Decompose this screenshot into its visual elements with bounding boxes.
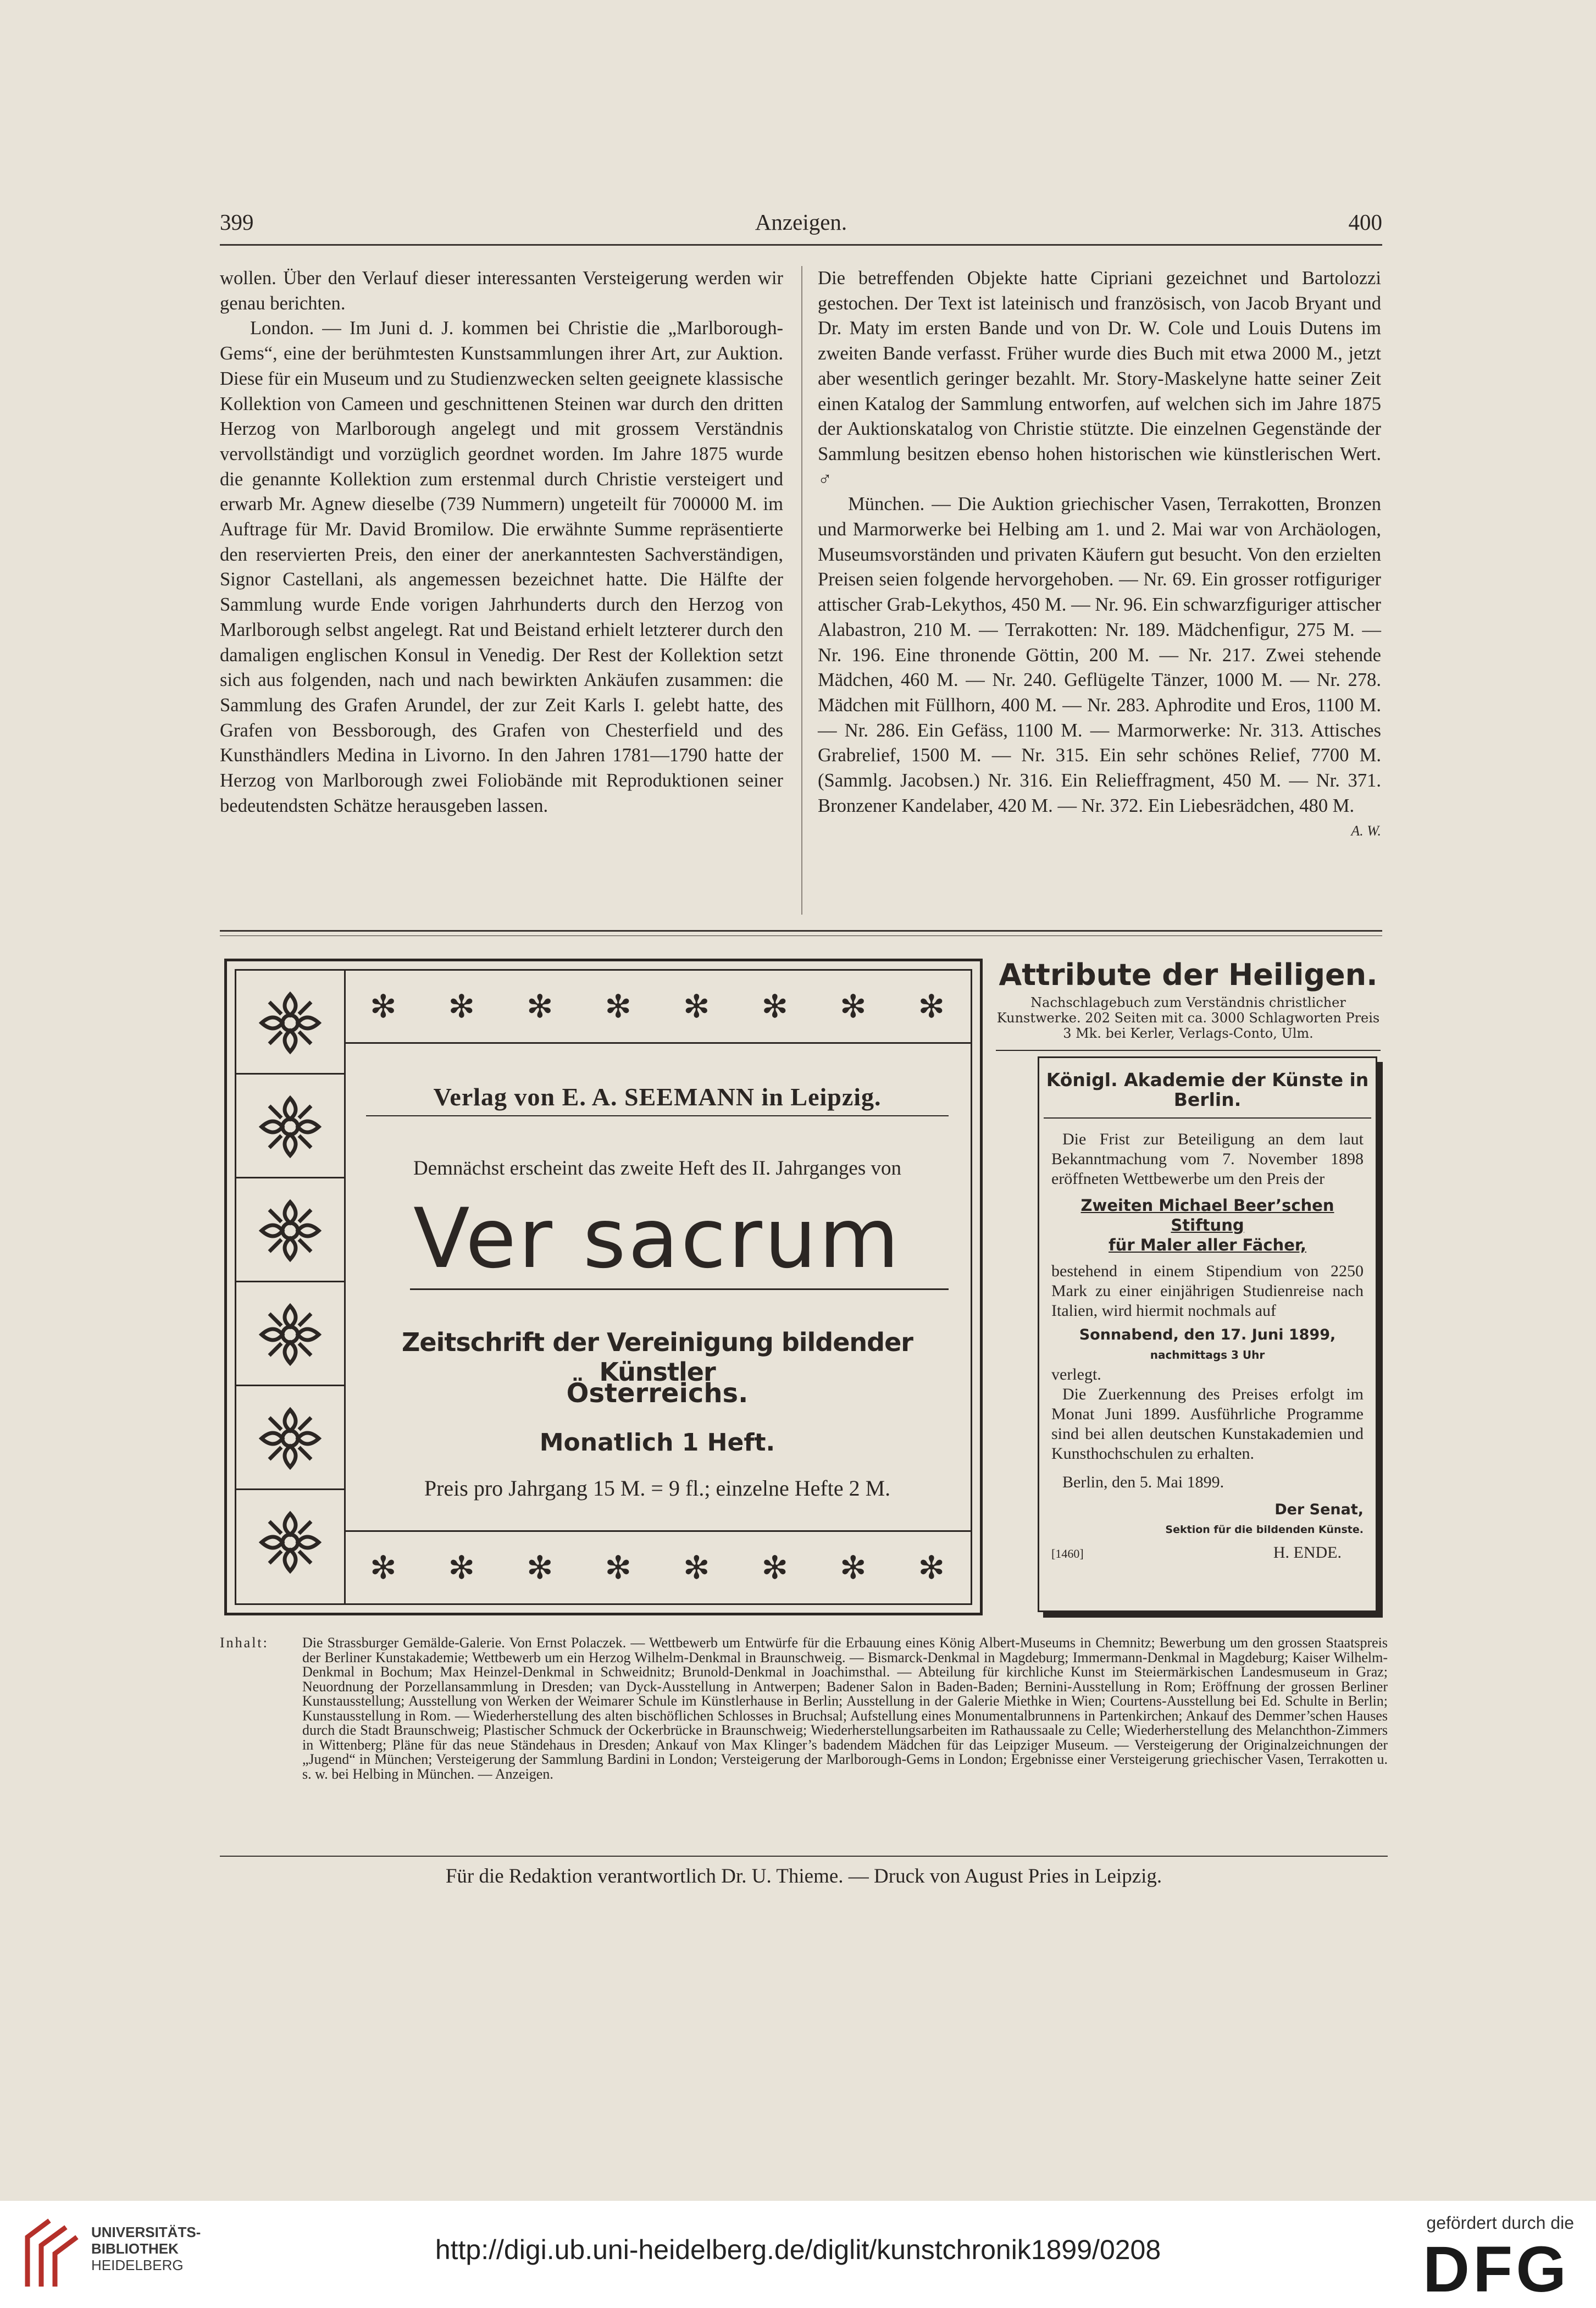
frequency: Monatlich 1 Heft. [539, 1429, 775, 1457]
paragraph-catalog: Die betreffenden Objekte hatte Cipriani gezeichnet und Bartolozzi gestochen. Der Text ist lateinisch und französisch, von Jacob Bryant und Dr. Maty im ersten Bande und von Dr. W. Cole und Louis Dutens im zweiten Bande verfasst. Früher wurde dies Buch mit etwa 2000 M., jetzt aber wesentlich geringer bezahlt. Mr. Story-Maskelyne hatte seiner Zeit einen Katalog der Sammlung entworfen, auf welchen sich im Jahre 1875 der Auktionskatalog von Christie stützte. Die einzelnen Gegenstände der Sammlung besitzen ebenso hohen historischen wie künstlerischen Wert. ♂ [818, 268, 1381, 490]
library-line2: BIBLIOTHEK [91, 2240, 179, 2257]
flower-ornament-icon [257, 1198, 323, 1264]
dfg-logo: DFG [1422, 2233, 1570, 2306]
imprint: Für die Redaktion verantwortlich Dr. U. Thieme. — Druck von August Pries in Leipzig. [445, 1865, 1162, 1888]
digitization-bar [0, 2201, 1596, 2308]
ornament-cell [236, 971, 344, 1075]
deadline-date: Sonnabend, den 17. Juni 1899, [1079, 1326, 1336, 1343]
ornament-cell [236, 1075, 344, 1178]
signer: H. ENDE. [1273, 1543, 1342, 1562]
paragraph-muenchen [818, 492, 1381, 839]
title-rule [410, 1288, 949, 1290]
akademie-body [1039, 1119, 1376, 1575]
star-icon: ✻ [761, 989, 789, 1025]
contents-text: Die Strassburger Gemälde-Galerie. Von Ernst Polaczek. — Wettbewerb um Entwürfe für die Erbauung eines König Albert-Museums in Chemnitz; Bewerbung um den grossen Staatspreis der Berliner Kunstakademie; Wettbewerb um ein Herzog Wilhelm-Denkmal in Braunschweig. — Bismarck-Denkmal in Magdeburg; Immermann-Denkmal in Magdeburg; Kaiser Wilhelm-Denkmal in Bochum; Max Heinzel-Denkmal in Schweidnitz; Brunold-Denkmal in Joachimsthal. — Abteilung für kirchliche Kunst im Steiermärkischen Landesmuseum in Graz; Neuordnung der Porzellansammlung in Dresden; van Dyck-Ausstellung in Antwerpen; Badener Salon in Baden-Baden; Bernini-Ausstellung in Rom; Eröffnung der grossen Berliner Kunstausstellung; Ausstellung von Werken der Weimarer Schule im Künstlerhause in Berlin; Ausstellung in der Galerie Miethke in Wien; Courtens-Ausstellung bei Ed. Schulte in Berlin; Kunstausstellung in Rom. — Wiederherstellung des alten bischöflichen Schlosses in Bruchsal; Aufstellung eines Monumentalbrunnens in Partenkirchen; Ankauf des Demmer’schen Hauses durch die Stadt Braunschweig; Plastischer Schmuck der Ockerbrücke in Braunschweig; Wiederherstellungsarbeiten im Rathaussaale zu Celle; Wiederherstellung des Melanchthon-Zimmers in Wittenberg; Pläne für das neue Ständehaus in Dresden; Ankauf von Max Klinger’s badendem Mädchen für das Leipziger Museum. — Versteigerung der Originalzeichnungen der „Jugend“ in München; Versteigerung der Sammlung Bardini in London; Versteigerung der Marlborough-Gems in London; Ergebnisse einer Versteigerung griechischer Vasen, Terrakotten u. s. w. bei Helbing in München. — Anzeigen. [302, 1635, 1388, 1782]
attribute-advertisement [996, 959, 1381, 1051]
stiftung-line1: Zweiten Michael Beer’schen Stiftung [1080, 1196, 1334, 1235]
section-title: Anzeigen. [755, 209, 847, 235]
flower-ornament-icon [257, 1302, 323, 1368]
ad-inner-frame [235, 969, 972, 1605]
akademie-para4: Die Zuerkennung des Preises erfolgt im Monat Juni 1899. Ausführliche Programme sind bei allen deutschen Kunstakademien und Kunsthochschulen zu erhalten. [1051, 1385, 1364, 1463]
price-line: Preis pro Jahrgang 15 M. = 9 fl.; einzelne Hefte 2 M. [424, 1476, 891, 1501]
deadline-time: nachmittags 3 Uhr [1150, 1348, 1265, 1361]
star-icon: ✻ [839, 1550, 867, 1586]
funder-caption: gefördert durch die [1426, 2213, 1574, 2233]
muenchen-text: München. — Die Auktion griechischer Vasen, Terrakotten, Bronzen und Marmorwerke bei Helbing am 1. und 2. Mai war von Archäologen, Museumsvorständen und privaten Käufern gut besucht. Von den erzielten Preisen seien folgende hervorgehoben. — Nr. 69. Ein grosser rotfiguriger attischer Grab-Lekythos, 450 M. — Nr. 96. Ein schwarzfiguriger attischer Alabastron, 210 M. — Terrakotten: Nr. 189. Mädchenfigur, 275 M. — Nr. 196. Eine thronende Göttin, 200 M. — Nr. 217. Zwei stehende Mädchen, 460 M. — Nr. 240. Geflügelte Tänzer, 1000 M. — Nr. 278. Mädchen mit Füllhorn, 400 M. — Nr. 283. Aphrodite und Eros, 1100 M. — Nr. 286. Ein Gefäss, 1100 M. — Marmorwerke: Nr. 313. Attisches Grabrelief, 1500 M. — Nr. 315. Ein sehr schönes Relief, 7700 M. (Sammlg. Jacobsen.) Nr. 316. Ein Relieffragment, 450 M. — Nr. 371. Bronzener Kandelaber, 420 M. — Nr. 372. Ein Liebesrädchen, 480 M. [818, 494, 1381, 816]
signer-line [1051, 1543, 1364, 1564]
akademie-place-date: Berlin, den 5. Mai 1899. [1062, 1473, 1224, 1491]
star-icon: ✻ [918, 989, 945, 1025]
star-border-top [344, 971, 971, 1044]
ad-body [344, 1044, 971, 1530]
page-number-left: 399 [220, 209, 254, 235]
attribute-text: Nachschlagebuch zum Verständnis christlicher Kunstwerke. 202 Seiten mit ca. 3000 Schlagworten Preis 3 Mk. bei Kerler, Verlags-Conto, Ulm. [996, 995, 1380, 1041]
publisher-line: Verlag von E. A. SEEMANN in Leipzig. [433, 1083, 882, 1111]
stiftung-line2: für Maler aller Fächer, [1109, 1236, 1306, 1254]
flower-ornament-icon [257, 1094, 323, 1160]
magazine-title: Ver sacrum [413, 1191, 901, 1287]
header-rule [220, 244, 1382, 246]
magazine-country: Österreichs. [566, 1378, 749, 1409]
paragraph-london: London. — Im Juni d. J. kommen bei Christie die „Marlborough-Gems“, eine der berühmtesten Kunstsammlungen ihrer Art, zur Auktion. Diese für ein Museum und zu Studienzwecken selten geeignete klassische Kollektion von Cameen und geschnittenen Steinen war durch den dritten Herzog von Marlborough angelegt und mit grossem Verständnis vervollständigt und vorzüglich geordnet worden. Im Jahre 1875 wurde die genannte Kollektion zum erstenmal durch Christie versteigert und erwarb Mr. Agnew dieselbe (739 Nummern) ungeteilt für 700000 M. im Auftrage für Mr. David Bromilow. Die erwähnte Summe repräsentierte den reservierten Preis, den einer der anerkanntesten Sachverständigen, Signor Castellani, als angemessen bezeichnet hatte. Die Hälfte der Sammlung wurde Ende vorigen Jahrhunderts durch den Herzog von Marlborough selbst angelegt. Rat und Beistand erhielt letzterer durch den damaligen englischen Konsul in Venedig. Der Rest der Kollektion setzt sich aus folgenden, nach und nach bewirkten Ankäufen zusammen: die Sammlung des Grafen Arundel, der zur Zeit Karls I. gelebt hatte, des Grafen von Bessborough, des Grafen von Chesterfield und des Kunsthändlers Medina in Livorno. In den Jahren 1781—1790 hatte der Herzog von Marlborough zwei Foliobände mit Reproduktionen seiner bedeutendsten Schätze herausgeben lassen. [220, 318, 783, 816]
star-icon: ✻ [369, 1550, 397, 1586]
ver-sacrum-advertisement [224, 959, 983, 1615]
star-icon: ✻ [918, 1550, 945, 1586]
paragraph-intro: wollen. Über den Verlauf dieser interessanten Versteigerung werden wir genau berichten. [220, 268, 783, 314]
left-column [220, 266, 783, 818]
ornament-cell [236, 1490, 344, 1592]
section-rule [220, 930, 1382, 932]
author-signature: A. W. [1351, 823, 1381, 839]
column-divider [801, 266, 802, 915]
akademie-para1: Die Frist zur Beteiligung an dem laut Bekanntmachung vom 7. November 1898 eröffneten Wettbewerbe um den Preis der [1051, 1130, 1364, 1188]
star-icon: ✻ [448, 1550, 475, 1586]
sektion: Sektion für die bildenden Künste. [1165, 1524, 1364, 1536]
ornament-cell [236, 1178, 344, 1282]
announcement: Demnächst erscheint das zweite Heft des II. Jahrganges von [413, 1157, 902, 1180]
attribute-title: Attribute der Heiligen. [999, 957, 1378, 992]
source-url[interactable]: http://digi.ub.uni-heidelberg.de/diglit/kunstchronik1899/0208 [435, 2234, 1161, 2265]
contents-label: Inhalt: [220, 1635, 269, 1651]
akademie-title: Königl. Akademie der Künste in Berlin. [1044, 1058, 1371, 1119]
footer-rule [220, 1856, 1388, 1857]
magazine-subtitle: Zeitschrift der Vereinigung bildender Künstler [402, 1327, 913, 1387]
table-of-contents [220, 1636, 1388, 1781]
library-line3: HEIDELBERG [91, 2257, 184, 2273]
page-number-right: 400 [1348, 209, 1382, 235]
star-icon: ✻ [369, 989, 397, 1025]
star-icon: ✻ [683, 989, 710, 1025]
star-border-bottom [344, 1530, 971, 1603]
akademie-advertisement [1038, 1056, 1377, 1612]
attribute-rule [996, 1050, 1381, 1051]
publisher-rule [366, 1115, 949, 1116]
akademie-para2: bestehend in einem Stipendium von 2250 Mark zu einer einjährigen Studienreise nach Italien, wird hiermit nochmals auf [1051, 1262, 1364, 1320]
star-icon: ✻ [683, 1550, 710, 1586]
ornament-cell [236, 1282, 344, 1386]
star-icon: ✻ [605, 1550, 632, 1586]
star-icon: ✻ [605, 989, 632, 1025]
star-icon: ✻ [761, 1550, 789, 1586]
ornament-cell [236, 1386, 344, 1490]
ornament-column [236, 971, 346, 1603]
running-header [220, 209, 1382, 240]
right-column [818, 266, 1381, 844]
library-line1: UNIVERSITÄTS- [91, 2224, 201, 2240]
star-icon: ✻ [448, 989, 475, 1025]
senat: Der Senat, [1274, 1501, 1364, 1518]
star-icon: ✻ [526, 989, 553, 1025]
flower-ornament-icon [257, 1405, 323, 1471]
star-icon: ✻ [526, 1550, 553, 1586]
star-icon: ✻ [839, 989, 867, 1025]
flower-ornament-icon [257, 990, 323, 1056]
ad-number: [1460] [1051, 1547, 1084, 1560]
flower-ornament-icon [257, 1509, 323, 1575]
akademie-para3: verlegt. [1051, 1365, 1101, 1383]
